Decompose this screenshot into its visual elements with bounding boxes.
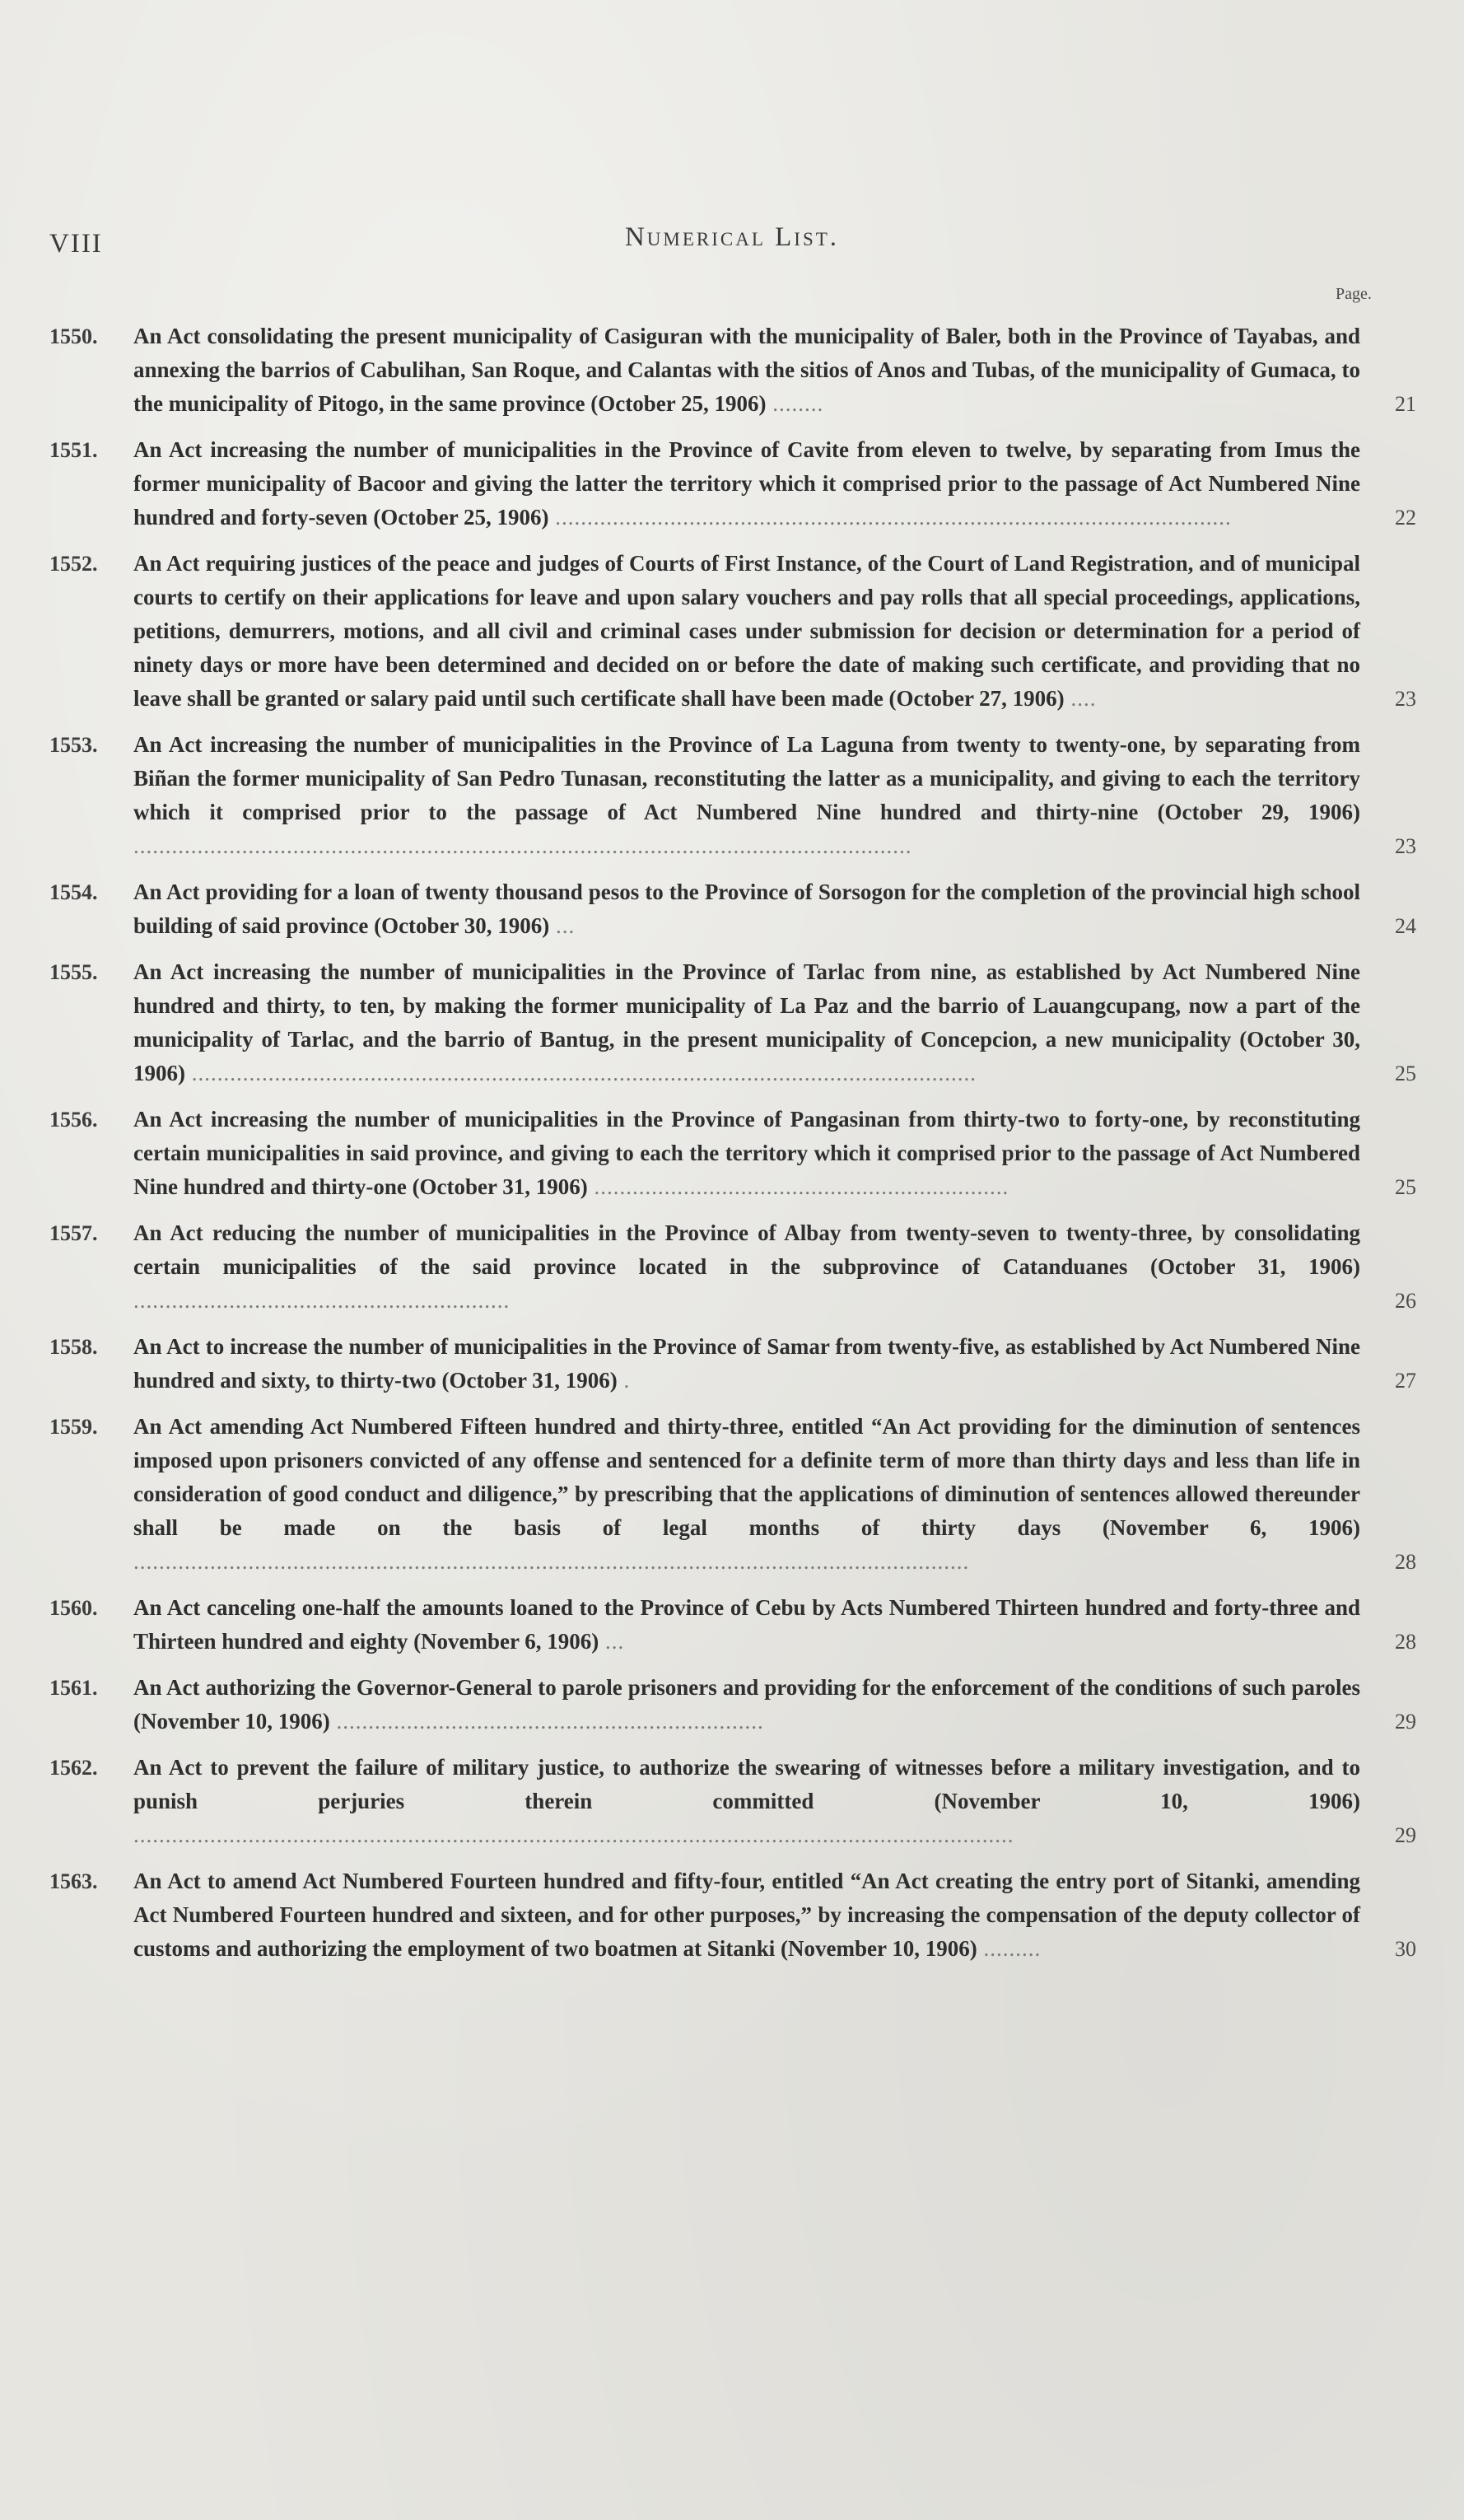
entry-list (49, 320, 1416, 1978)
entry-number: 1560. (49, 1596, 98, 1620)
entry-text: An Act to amend Act Numbered Fourteen hundred and fifty-four, entitled “An Act creating the entry port of Sitanki, amending Act Numbered Fourteen hundred and sixteen, and for other purposes,” by increasing the compensation of the deputy collector of customs and authorizing the employment of two boatmen at Sitanki (November 10, 1906) (133, 1869, 1360, 1961)
entry-text: An Act requiring justices of the peace and judges of Courts of First Instance, of the Court of Land Registration, and of municipal courts to certify on their applications for leave and upon salary vouchers and pay rolls that all special proceedings, applications, petitions, demurrers, motions, and all civil and criminal cases under submission for decision or determination for a period of ninety days or more have been determined and decided on or before the date of making such certificate, and providing that no leave shall be granted or salary paid until such certificate shall have been made (October 27, 1906) (133, 551, 1360, 711)
entry-page: 25 (1395, 1062, 1416, 1085)
entry-text: An Act to prevent the failure of military justice, to authorize the swearing of witnesses before a military investigation, and to punish perjuries therein committed (November 10, 1906) (133, 1755, 1360, 1813)
entry-page: 29 (1395, 1823, 1416, 1847)
entry-number: 1554. (49, 880, 98, 904)
entry-page: 29 (1395, 1710, 1416, 1734)
entry-page: 27 (1395, 1369, 1416, 1393)
entry-number: 1557. (49, 1221, 98, 1245)
entry-number: 1562. (49, 1756, 98, 1780)
entry-text: An Act reducing the number of municipalities in the Province of Albay from twenty-seven to twenty-three, by consolidating certain municipalities of the said province located in the subprovince of Catanduanes (October 31, 1906) (133, 1220, 1360, 1279)
entry-text: An Act canceling one-half the amounts loaned to the Province of Cebu by Acts Numbered Thirteen hundred and forty-three and Thirteen hundred and eighty (November 6, 1906) (133, 1595, 1360, 1654)
dot-leader: .......................................................................................................................................... (133, 1822, 1014, 1847)
entry-text: An Act consolidating the present municipality of Casiguran with the municipality of Baler, both in the Province of Tayabas, and annexing the barrios of Cabulihan, San Roque, and Calantas with the sitios of Anos and Tubas, of the municipality of Gumaca, to the municipality of Pitogo, in the same province (October 25, 1906) (133, 324, 1360, 416)
entry-page: 24 (1395, 914, 1416, 938)
list-entry-1554 (49, 875, 1416, 943)
entry-page: 25 (1395, 1175, 1416, 1199)
entry-number: 1555. (49, 960, 98, 984)
dot-leader: ........ (766, 391, 824, 416)
entry-number: 1561. (49, 1676, 98, 1700)
entry-number: 1558. (49, 1335, 98, 1359)
dot-leader: ........................................................... (133, 1288, 511, 1313)
list-entry-1555 (49, 955, 1416, 1090)
dot-leader: . (617, 1368, 631, 1393)
list-entry-1553 (49, 728, 1416, 863)
entry-number: 1550. (49, 324, 98, 348)
running-title: Numerical List. (624, 222, 840, 252)
entry-page: 26 (1395, 1289, 1416, 1313)
dot-leader: ... (549, 913, 576, 938)
list-entry-1551 (49, 433, 1416, 534)
page-number: VIII (49, 229, 103, 259)
entry-page: 21 (1395, 392, 1416, 416)
list-entry-1563 (49, 1864, 1416, 1966)
page-column-label: Page. (1336, 285, 1372, 303)
entry-page: 28 (1395, 1630, 1416, 1654)
entry-page: 30 (1395, 1937, 1416, 1961)
list-entry-1560 (49, 1591, 1416, 1659)
entry-number: 1559. (49, 1415, 98, 1439)
entry-text: An Act to increase the number of municipalities in the Province of Samar from twenty-five, as established by Act Numbered Nine hundred and sixty, to thirty-two (October 31, 1906) (133, 1334, 1360, 1393)
entry-page: 23 (1395, 834, 1416, 858)
dot-leader: ......... (977, 1936, 1042, 1961)
dot-leader: ................................................................. (587, 1174, 1009, 1199)
entry-text: An Act providing for a loan of twenty thousand pesos to the Province of Sorsogon for the completion of the provincial high school building of said province (October 30, 1906) (133, 880, 1360, 938)
entry-number: 1563. (49, 1869, 98, 1893)
dot-leader: .... (1064, 686, 1097, 711)
entry-page: 28 (1395, 1550, 1416, 1574)
entry-text: An Act increasing the number of municipalities in the Province of Tarlac from nine, as established by Act Numbered Nine hundred and thirty, to ten, by making the former municipality of La Paz and the barrio of Lauangcupang, now a part of the municipality of Tarlac, and the barrio of Bantug, in the present municipality of Concepcion, a new municipality (October 30, 1906) (133, 959, 1360, 1085)
entry-number: 1553. (49, 733, 98, 757)
dot-leader: .......................................................................................................... (548, 505, 1232, 530)
list-entry-1561 (49, 1671, 1416, 1738)
list-entry-1559 (49, 1410, 1416, 1579)
dot-leader: .......................................................................................................................... (133, 833, 912, 858)
list-entry-1550 (49, 320, 1416, 421)
entry-text: An Act increasing the number of municipalities in the Province of Cavite from eleven to twelve, by separating from Imus the former municipality of Bacoor and giving the latter the territory which it comprised prior to the passage of Act Numbered Nine hundred and forty-seven (October 25, 1906) (133, 437, 1360, 530)
list-entry-1558 (49, 1330, 1416, 1398)
dot-leader: ........................................................................................................................... (185, 1061, 977, 1085)
entry-page: 22 (1395, 506, 1416, 530)
entry-text: An Act amending Act Numbered Fifteen hundred and thirty-three, entitled “An Act providing for the diminution of sentences imposed upon prisoners convicted of any offense and sentenced for a definite term of more than thirty days and less than life in consideration of good conduct and diligence,” by prescribing that the applications of diminution of sentences allowed thereunder shall be made on the basis of legal months of thirty days (November 6, 1906) (133, 1414, 1360, 1540)
entry-text: An Act increasing the number of municipalities in the Province of La Laguna from twenty to twenty-one, by separating from Biñan the former municipality of San Pedro Tunasan, reconstituting the latter as a municipality, and giving to each the territory which it comprised prior to the passage of Act Numbered Nine hundred and thirty-nine (October 29, 1906) (133, 732, 1360, 824)
entry-number: 1552. (49, 552, 98, 576)
entry-page: 23 (1395, 687, 1416, 711)
dot-leader: ................................................................... (329, 1709, 764, 1734)
list-entry-1556 (49, 1103, 1416, 1204)
list-entry-1562 (49, 1751, 1416, 1852)
entry-number: 1551. (49, 438, 98, 462)
dot-leader: ................................................................................................................................... (133, 1549, 970, 1574)
dot-leader: ... (599, 1629, 625, 1654)
entry-text: An Act increasing the number of municipalities in the Province of Pangasinan from thirty-two to forty-one, by reconstituting certain municipalities in said province, and giving to each the territory which it comprised prior to the passage of Act Numbered Nine hundred and thirty-one (October 31, 1906) (133, 1107, 1360, 1199)
entry-text: An Act authorizing the Governor-General to parole prisoners and providing for the enforcement of the conditions of such paroles (November 10, 1906) (133, 1675, 1360, 1734)
entry-number: 1556. (49, 1108, 98, 1132)
list-entry-1552 (49, 547, 1416, 716)
list-entry-1557 (49, 1216, 1416, 1318)
